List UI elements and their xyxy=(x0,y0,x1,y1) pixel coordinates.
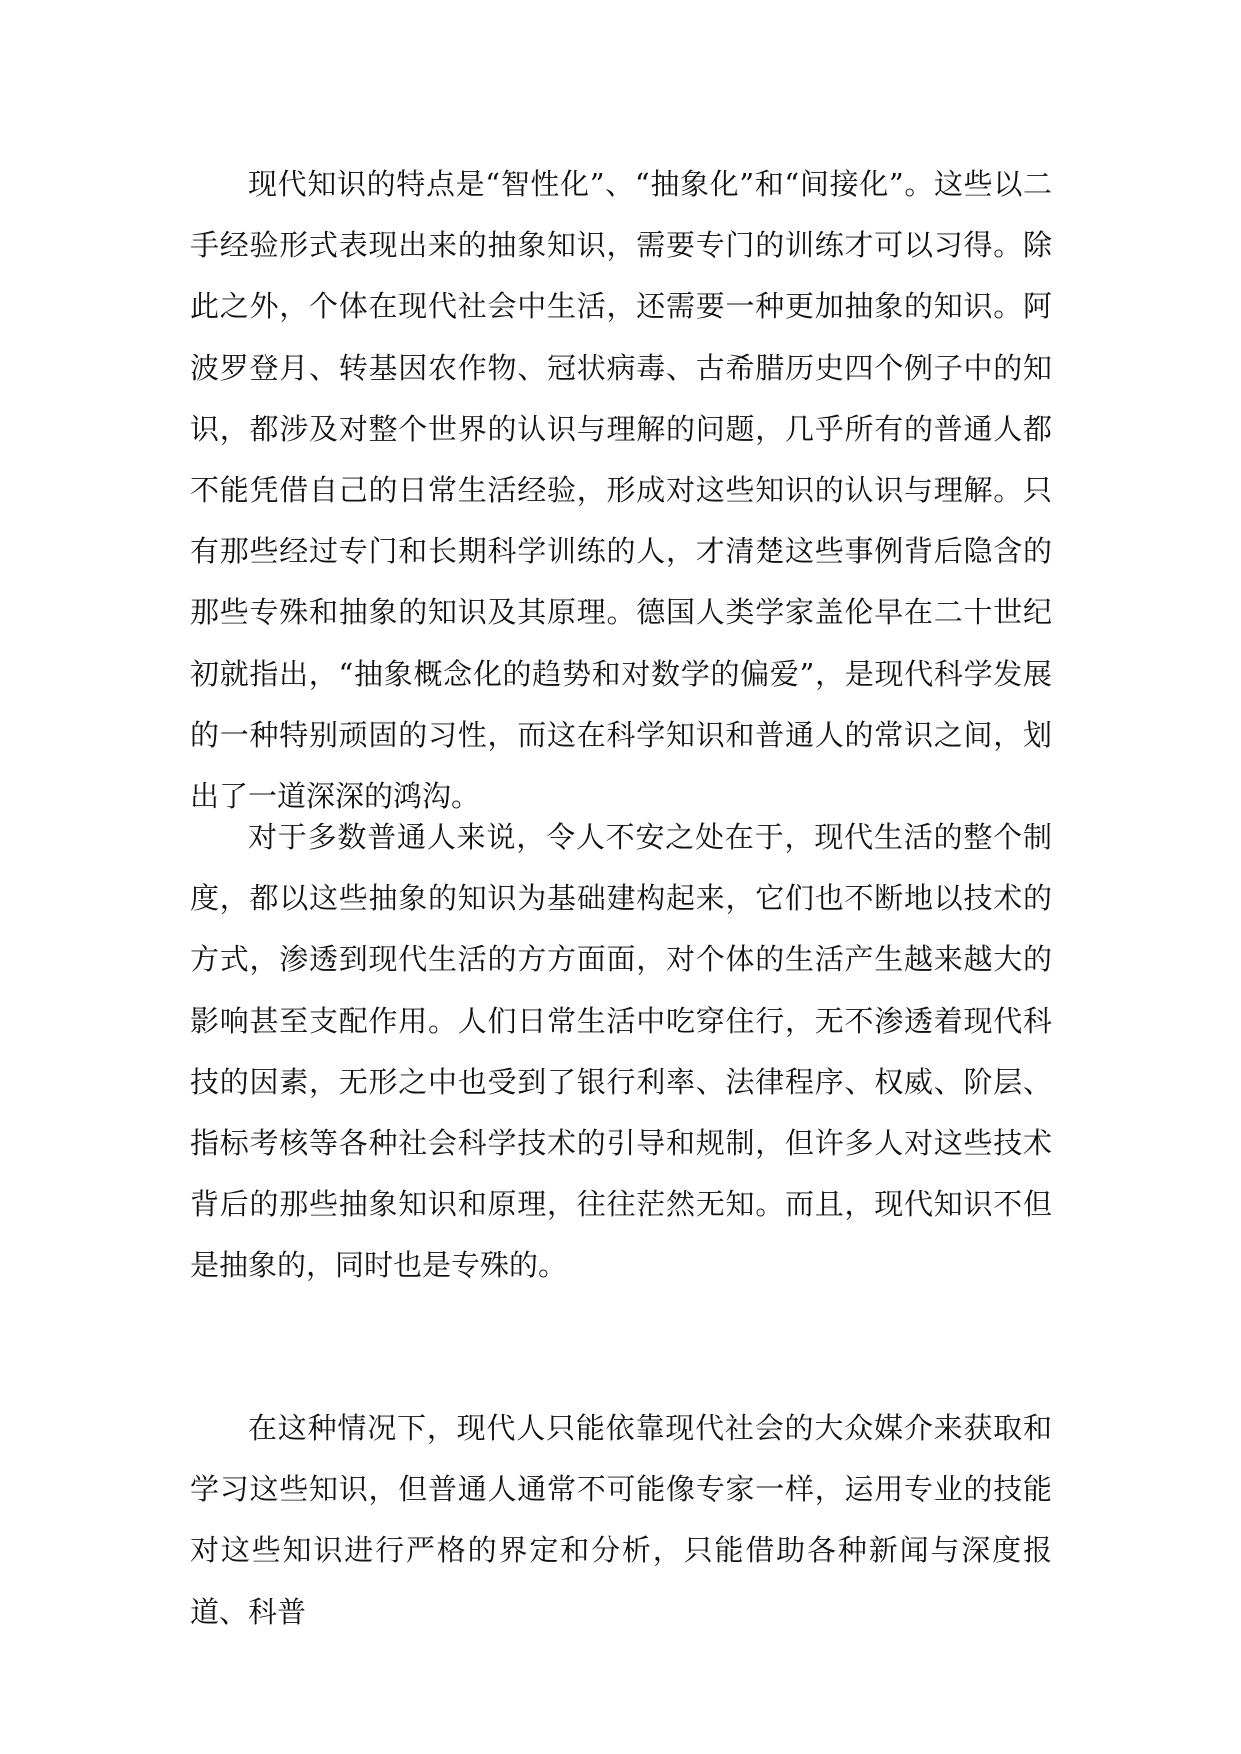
paragraph-text: 对于多数普通人来说，令人不安之处在于，现代生活的整个制度，都以这些抽象的知识为基础建构起来，它们也不断地以技术的方式，渗透到现代生活的方方面面，对个体的生活产生越来越大的影响甚至支配作用。人们日常生活中吃穿住行，无不渗透着现代科技的因素，无形之中也受到了银行利率、法律程序、权威、阶层、指标考核等各种社会科学技术的引导和规制，但许多人对这些技术背后的那些抽象知识和原理，往往茫然无知。而且，现代知识不但是抽象的，同时也是专殊的。 xyxy=(190,820,1052,1283)
paragraph-text: 现代知识的特点是“智性化”、“抽象化”和“间接化”。这些以二手经验形式表现出来的抽象知识，需要专门的训练才可以习得。除此之外，个体在现代社会中生活，还需要一种更加抽象的知识。阿波罗登月、转基因农作物、冠状病毒、古希腊历史四个例子中的知识，都涉及对整个世界的认识与理解的问题，几乎所有的普通人都不能凭借自己的日常生活经验，形成对这些知识的认识与理解。只有那些经过专门和长期科学训练的人，才清楚这些事例背后隐含的那些专殊和抽象的知识及其原理。德国人类学家盖伦早在二十世纪初就指出，“抽象概念化的趋势和对数学的偏爱”，是现代科学发展的一种特别顽固的习性，而这在科学知识和普通人的常识之间，划出了一道深深的鸿沟。 xyxy=(190,167,1052,814)
paragraph-text: 在这种情况下，现代人只能依靠现代社会的大众媒介来获取和学习这些知识，但普通人通常不可能像专家一样，运用专业的技能对这些知识进行严格的界定和分析，只能借助各种新闻与深度报道、科普 xyxy=(190,1411,1052,1629)
paragraph-2 xyxy=(190,807,1052,1297)
paragraph-3 xyxy=(190,1398,1052,1643)
paragraph-1 xyxy=(190,154,1052,827)
